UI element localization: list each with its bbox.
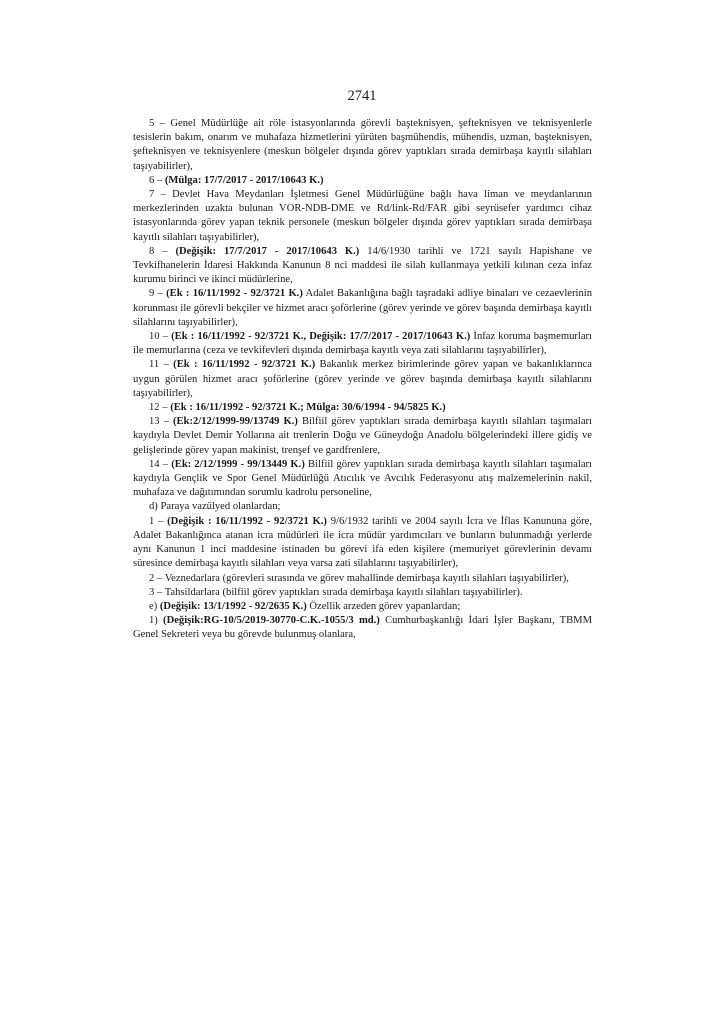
paragraph [133, 358, 592, 401]
paragraph-text: İnfaz koruma başmemurları ile memurlarına (ceza ve tevkifevleri dışında demirbaşa kayıtlı veya zati silahlarını taşıyabilirler), [133, 331, 593, 357]
paragraph-text: Bilfiil görev yaptıkları sırada demirbaşa kayıtlı silahları taşımaları kaydıyla Gençlik ve Spor Genel Müdürlüğü Atıcılık ve Avcılık Federasyonu atış malzemelerinin nakil, muhafaza ve dağıtımından sorumlu kadrolu personeline, [133, 458, 592, 499]
paragraph-text: Bakanlık merkez birimlerinde görev yapan ve bakanlıklarınca uygun görülen hizmet aracı şoförlerine (görev yerinde ve görev başında demirbaşa kayıtlı silahlarını taşıyabilirler), [133, 359, 593, 399]
paragraph-text: 2 – Veznedarlara (görevleri sırasında ve görev mahallinde demirbaşa kayıtlı silahları taşıyabilirler), [149, 572, 569, 584]
paragraph-text: 10 – [149, 331, 172, 343]
amendment-note: (Ek:2/12/1999-99/13749 K.) [172, 416, 298, 428]
paragraph [133, 614, 592, 642]
paragraph [133, 117, 592, 174]
paragraph [133, 415, 592, 458]
paragraph-text: 14 – [149, 458, 172, 470]
paragraph-text: 1) [149, 615, 164, 627]
paragraph-text: 12 – [149, 402, 171, 414]
paragraph-text: 7 – Devlet Hava Meydanları İşletmesi Genel Müdürlüğüne bağlı hava liman ve meydanlarının merkezlerinden uzakta bulunan VOR-NDB-DME ve Rd/link-Rd/FAR gibi seyrüsefer yardımcı cihaz istasyonlarında görev yapan teknik personele (meskun bölgeler dışında görev yaptıkları sırada demirbaşa kayıtlı silahları taşıyabilirler), [133, 189, 592, 243]
paragraph [133, 458, 592, 501]
paragraph-text: 8 – [149, 245, 176, 257]
amendment-note: (Ek: 2/12/1999 - 99/13449 K.) [171, 458, 305, 470]
paragraph-text: 5 – Genel Müdürlüğe ait röle istasyonlarında görevli başteknisyen, şefteknisyen ve teknisyenlerle tesislerin bakım, onarım ve muhafaza hizmetlerini yürüten başmühendis, mühendis, uzman, başteknisyen, şefteknisyen ve teknisyenlere (meskun bölgeler dışında görev yaptıkları sırada demirbaşa kayıtlı silahları taşıyabilirler), [133, 118, 592, 172]
paragraph-text: 1 – [149, 515, 168, 527]
paragraph [133, 245, 592, 288]
paragraph-text: 3 – Tahsildarlara (bilfiil görev yaptıkları sırada demirbaşa kayıtlı silahları taşıyabilirler). [149, 586, 523, 598]
paragraph [133, 572, 592, 586]
paragraph [133, 188, 592, 245]
paragraph-text: 11 – [149, 359, 174, 371]
amendment-note: (Değişik : 16/11/1992 - 92/3721 K.) [167, 515, 327, 527]
amendment-note: (Değişik:RG-10/5/2019-30770-C.K.-1055/3 md.) [163, 615, 380, 627]
paragraph [133, 401, 592, 415]
paragraph [133, 330, 592, 358]
paragraph [133, 600, 592, 614]
paragraph [133, 174, 592, 188]
paragraph [133, 586, 592, 600]
amendment-note: (Ek : 16/11/1992 - 92/3721 K., Değişik: 17/7/2017 - 2017/10643 K.) [171, 331, 471, 343]
paragraph-text: e) [149, 600, 160, 612]
paragraph-text: 14/6/1930 tarihli ve 1721 sayılı Hapishane ve Tevkifhanelerin İdaresi Hakkında Kanunun 8 nci maddesi ile silah kullanmaya yetkili kılınan ceza infaz kurumu birinci ve ikinci müdürlerine, [133, 245, 592, 286]
paragraph-text: Bilfiil görev yaptıkları sırada demirbaşa kayıtlı silahları taşımaları kaydıyla Devlet Demir Yollarına ait trenlerin Doğu ve Güneydoğu Anadolu bölgelerindeki illere gidiş ve gelişlerinde görev yapan makinist, trenşef ve gardfrenlere, [133, 416, 592, 456]
paragraph-text: 9/6/1932 tarihli ve 2004 sayılı İcra ve İflas Kanununa göre, Adalet Bakanlığınca atanan icra müdürleri ile icra müdür yardımcıları ve bunların bulunmadığı yerlerde aynı Kanunun 1 inci maddesine istinaden bu görevi ifa eden kişilere (memuriyet görevlerinin devamı süresince demirbaşa kayıtlı silahları veya varsa zati silahlarını taşıyabilirler), [133, 515, 593, 570]
amendment-note: (Değişik: 17/7/2017 - 2017/10643 K.) [175, 245, 360, 257]
paragraph-text: Adalet Bakanlığına bağlı taşradaki adliye binaları ve cezaevlerinin korunması ile görevli bekçiler ve hizmet aracı şoförlerine (görev yerinde ve görev başında demirbaşa kayıtlı silahlarını taşıyabilirler), [133, 288, 592, 328]
paragraph [133, 287, 592, 330]
paragraph-text: 6 – [149, 174, 165, 186]
paragraph [133, 500, 592, 514]
paragraph-text: 13 – [149, 416, 173, 428]
paragraph-text: d) Paraya vazülyed olanlardan; [149, 501, 281, 513]
amendment-note: (Ek : 16/11/1992 - 92/3721 K.; Mülga: 30/6/1994 - 94/5825 K.) [170, 402, 446, 414]
page-number: 2741 [347, 88, 377, 104]
amendment-note: (Mülga: 17/7/2017 - 2017/10643 K.) [164, 174, 324, 186]
paragraph-text: Cumhurbaşkanlığı İdari İşler Başkanı, TBMM Genel Sekreteri veya bu görevde bulunmuş olanlara, [133, 615, 592, 641]
amendment-note: (Ek : 16/11/1992 - 92/3721 K.) [173, 359, 316, 371]
amendment-note: (Değişik: 13/1/1992 - 92/2635 K.) [159, 600, 307, 612]
amendment-note: (Ek : 16/11/1992 - 92/3721 K.) [166, 288, 303, 300]
paragraph-text: 9 – [149, 288, 167, 300]
paragraph-text: Özellik arzeden görev yapanlardan; [306, 600, 461, 612]
document-body [133, 117, 592, 643]
paragraph [133, 515, 592, 572]
